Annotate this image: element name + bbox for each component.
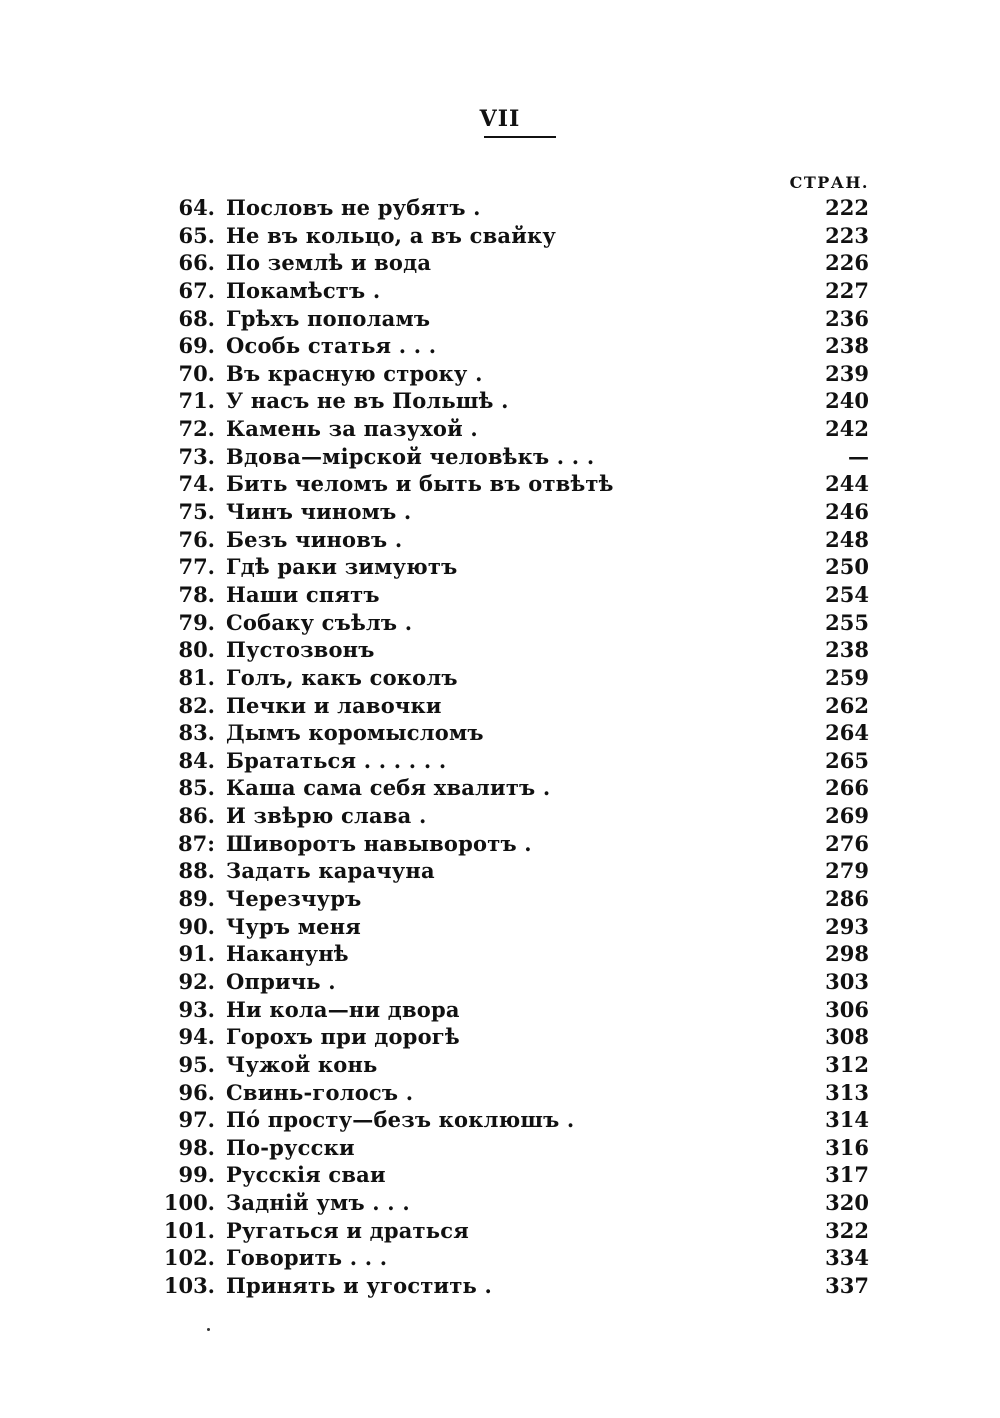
entry-number: 66. xyxy=(178,250,215,276)
toc-entry xyxy=(0,1189,1000,1217)
entry-title: У насъ не въ Польшѣ . xyxy=(226,388,509,414)
entry-page: 255 xyxy=(825,609,869,635)
entry-number: 76. xyxy=(178,526,215,552)
toc-entry xyxy=(0,360,1000,388)
entry-page: 279 xyxy=(825,858,869,884)
entry-number: 74. xyxy=(178,471,215,497)
entry-page: 303 xyxy=(825,968,869,994)
entry-number: 67. xyxy=(178,277,215,303)
toc-entry xyxy=(0,332,1000,360)
toc-entry xyxy=(0,802,1000,830)
entry-title: Печки и лавочки xyxy=(226,692,442,718)
entry-page: 320 xyxy=(825,1190,869,1216)
entry-title: Черезчуръ xyxy=(226,886,362,912)
entry-number: 88. xyxy=(178,858,215,884)
entry-title: Ругаться и драться xyxy=(226,1217,469,1243)
entry-number: 75. xyxy=(178,499,215,525)
toc-entry xyxy=(0,1217,1000,1245)
entry-title: Вдова—мірской человѣкъ . . . xyxy=(226,443,595,469)
entry-page: 244 xyxy=(825,471,869,497)
entry-page: 266 xyxy=(825,775,869,801)
entry-title: Гдѣ раки зимуютъ xyxy=(226,554,458,580)
toc-entry xyxy=(0,1244,1000,1272)
entry-number: 92. xyxy=(178,968,215,994)
entry-number: 89. xyxy=(178,886,215,912)
entry-title: По-русски xyxy=(226,1134,355,1160)
entry-page: 254 xyxy=(825,581,869,607)
entry-number: 97. xyxy=(178,1107,215,1133)
entry-number: 94. xyxy=(178,1024,215,1050)
entry-title: Горохъ при дорогѣ xyxy=(226,1024,460,1050)
toc-entry xyxy=(0,443,1000,471)
entry-title: Дымъ коромысломъ xyxy=(226,720,484,746)
entry-page: 239 xyxy=(825,360,869,386)
entry-title: Задать карачуна xyxy=(226,858,435,884)
entry-page: 238 xyxy=(825,333,869,359)
entry-number: 103. xyxy=(163,1272,215,1298)
entry-number: 72. xyxy=(178,416,215,442)
entry-title: Покамѣстъ . xyxy=(226,277,381,303)
entry-page: 317 xyxy=(825,1162,869,1188)
entry-page: 262 xyxy=(825,692,869,718)
entry-number: 83. xyxy=(178,720,215,746)
entry-page: 313 xyxy=(825,1079,869,1105)
entry-page: 337 xyxy=(825,1272,869,1298)
toc-entry xyxy=(0,747,1000,775)
entry-title: Заднiй умъ . . . xyxy=(226,1190,410,1216)
entry-number: 80. xyxy=(178,637,215,663)
entry-title: По землѣ и вода xyxy=(226,250,432,276)
entry-page: 248 xyxy=(825,526,869,552)
entry-number: 78. xyxy=(178,581,215,607)
entry-title: Не въ кольцо, а въ свайку xyxy=(226,222,556,248)
entry-title: Чуръ меня xyxy=(226,913,362,939)
toc-entry xyxy=(0,1161,1000,1189)
entry-number: 82. xyxy=(178,692,215,718)
entry-page: 227 xyxy=(825,277,869,303)
toc-entry xyxy=(0,222,1000,250)
entry-number: 73. xyxy=(178,443,215,469)
entry-number: 81. xyxy=(178,664,215,690)
toc-entry xyxy=(0,940,1000,968)
entry-title: Опричь . xyxy=(226,968,336,994)
toc-entry xyxy=(0,415,1000,443)
entry-number: 90. xyxy=(178,913,215,939)
entry-number: 98. xyxy=(178,1134,215,1160)
entry-page: 265 xyxy=(825,747,869,773)
entry-number: 77. xyxy=(178,554,215,580)
entry-title: Принять и угостить . xyxy=(226,1272,493,1298)
toc-entry xyxy=(0,968,1000,996)
entry-page: 259 xyxy=(825,664,869,690)
entry-title: Чужой конь xyxy=(226,1051,378,1077)
entry-title: Наши спятъ xyxy=(226,581,380,607)
toc-entry xyxy=(0,581,1000,609)
entry-title: Голъ, какъ соколъ xyxy=(226,664,458,690)
entry-page: 242 xyxy=(825,416,869,442)
entry-page: 312 xyxy=(825,1051,869,1077)
entry-page: 226 xyxy=(825,250,869,276)
toc-entry xyxy=(0,913,1000,941)
entry-page: 264 xyxy=(825,720,869,746)
entry-page: 298 xyxy=(825,941,869,967)
entry-page: 308 xyxy=(825,1024,869,1050)
toc-entry xyxy=(0,774,1000,802)
entry-page: 269 xyxy=(825,803,869,829)
entry-number: 93. xyxy=(178,996,215,1022)
entry-page: 223 xyxy=(825,222,869,248)
entry-page: 250 xyxy=(825,554,869,580)
entry-title: И звѣрю слава . xyxy=(226,803,427,829)
entry-title: Грѣхъ пополамъ xyxy=(226,305,431,331)
entry-number: 71. xyxy=(178,388,215,414)
table-of-contents xyxy=(0,194,1000,1300)
entry-title: Въ красную строку . xyxy=(226,360,483,386)
toc-entry xyxy=(0,996,1000,1024)
entry-title: Каша сама себя хвалитъ . xyxy=(226,775,551,801)
entry-number: 85. xyxy=(178,775,215,801)
entry-page: 222 xyxy=(825,195,869,220)
entry-page: 238 xyxy=(825,637,869,663)
toc-entry xyxy=(0,857,1000,885)
toc-entry xyxy=(0,1106,1000,1134)
entry-number: 91. xyxy=(178,941,215,967)
entry-page: 286 xyxy=(825,886,869,912)
entry-title: Особь статья . . . xyxy=(226,333,437,359)
entry-number: 86. xyxy=(178,803,215,829)
entry-title: Шиворотъ навыворотъ . xyxy=(226,830,532,856)
entry-page: 334 xyxy=(825,1245,869,1271)
entry-number: 64. xyxy=(178,195,215,220)
toc-entry xyxy=(0,1272,1000,1300)
entry-number: 69. xyxy=(178,333,215,359)
entry-title: Наканунѣ xyxy=(226,941,349,967)
entry-page: 276 xyxy=(825,830,869,856)
entry-page: 236 xyxy=(825,305,869,331)
entry-number: 96. xyxy=(178,1079,215,1105)
toc-entry xyxy=(0,664,1000,692)
header-rule xyxy=(484,136,556,138)
entry-title: По́ просту—безъ коклюшъ . xyxy=(226,1107,575,1133)
entry-title: Пустозвонъ xyxy=(226,637,375,663)
entry-page: 293 xyxy=(825,913,869,939)
toc-entry xyxy=(0,526,1000,554)
page-number: VII xyxy=(479,106,521,132)
entry-number: 99. xyxy=(178,1162,215,1188)
toc-entry xyxy=(0,249,1000,277)
entry-page: 240 xyxy=(825,388,869,414)
toc-entry xyxy=(0,305,1000,333)
entry-number: 68. xyxy=(178,305,215,331)
entry-page: — xyxy=(848,443,869,469)
entry-number: 100. xyxy=(163,1190,215,1216)
entry-number: 102. xyxy=(163,1245,215,1271)
toc-entry xyxy=(0,692,1000,720)
entry-number: 87: xyxy=(178,830,215,856)
toc-entry xyxy=(0,719,1000,747)
entry-title: Русскія сваи xyxy=(226,1162,386,1188)
toc-entry xyxy=(0,1134,1000,1162)
print-mark xyxy=(207,1328,210,1331)
entry-page: 306 xyxy=(825,996,869,1022)
entry-title: Говорить . . . xyxy=(226,1245,388,1271)
entry-title: Пословъ не рубятъ . xyxy=(226,195,481,220)
toc-entry xyxy=(0,830,1000,858)
toc-entry xyxy=(0,1051,1000,1079)
entry-page: 316 xyxy=(825,1134,869,1160)
entry-page: 314 xyxy=(825,1107,869,1133)
toc-entry xyxy=(0,470,1000,498)
entry-title: Собаку съѣлъ . xyxy=(226,609,413,635)
entry-number: 65. xyxy=(178,222,215,248)
entry-title: Бить челомъ и быть въ отвѣтѣ xyxy=(226,471,614,497)
entry-title: Свинь-голосъ . xyxy=(226,1079,414,1105)
entry-number: 101. xyxy=(163,1217,215,1243)
entry-page: 322 xyxy=(825,1217,869,1243)
entry-number: 79. xyxy=(178,609,215,635)
toc-entry xyxy=(0,277,1000,305)
entry-title: Безъ чиновъ . xyxy=(226,526,403,552)
toc-entry xyxy=(0,636,1000,664)
entry-page: 246 xyxy=(825,499,869,525)
page-column-header: СТРАН. xyxy=(789,173,869,192)
entry-number: 70. xyxy=(178,360,215,386)
entry-title: Чинъ чиномъ . xyxy=(226,499,412,525)
entry-number: 84. xyxy=(178,747,215,773)
entry-title: Камень за пазухой . xyxy=(226,416,478,442)
entry-title: Ни кола—ни двора xyxy=(226,996,460,1022)
entry-number: 95. xyxy=(178,1051,215,1077)
toc-entry xyxy=(0,1079,1000,1107)
toc-entry xyxy=(0,609,1000,637)
toc-entry xyxy=(0,553,1000,581)
entry-title: Брататься . . . . . . xyxy=(226,747,447,773)
toc-entry xyxy=(0,387,1000,415)
toc-entry xyxy=(0,1023,1000,1051)
toc-entry xyxy=(0,498,1000,526)
toc-entry xyxy=(0,885,1000,913)
toc-entry xyxy=(0,194,1000,222)
